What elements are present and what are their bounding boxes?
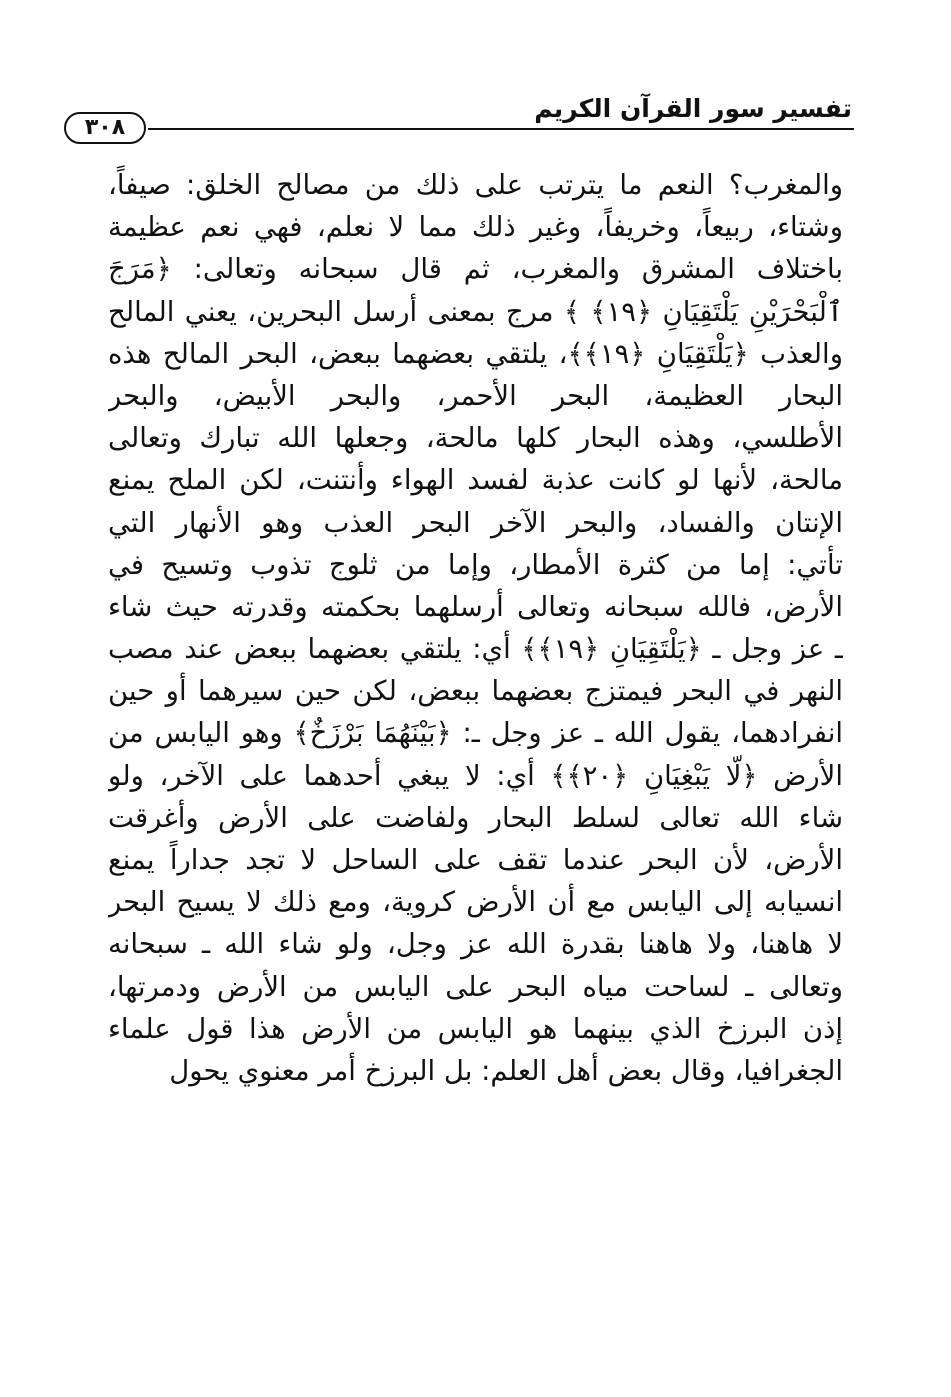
- text-line: ٱلْبَحْرَيْنِ يَلْتَقِيَانِ ﴿١٩﴾ ﴾ مرج بمعنى أرسل البحرين، يعني المالح: [108, 295, 843, 328]
- text-line: الأرض، فالله سبحانه وتعالى أرسلهما بحكمته وقدرته حيث شاء: [108, 590, 843, 623]
- page-number: ٣٠٨: [64, 112, 146, 144]
- book-title: تفسير سور القرآن الكريم: [534, 94, 852, 123]
- text-line: الإنتان والفساد، والبحر الآخر البحر العذب وهو الأنهار التي: [108, 506, 843, 539]
- text-line: والعذب ﴿يَلْتَقِيَانِ ﴿١٩﴾﴾، يلتقي بعضهما ببعض، البحر المالح هذه: [108, 337, 843, 370]
- text-line: إذن البرزخ الذي بينهما هو اليابس من الأرض هذا قول علماء: [108, 1012, 843, 1045]
- text-line: وشتاء، ربيعاً، وخريفاً، وغير ذلك مما لا نعلم، فهي نعم عظيمة: [108, 211, 843, 244]
- page-header: [64, 92, 854, 152]
- text-line: انفرادهما، يقول الله ـ عز وجل ـ: ﴿بَيْنَهُمَا بَرْزَخٌ﴾ وهو اليابس من: [108, 717, 843, 750]
- text-line: ـ عز وجل ـ ﴿يَلْتَقِيَانِ ﴿١٩﴾﴾ أي: يلتقي بعضهما ببعض عند مصب: [108, 633, 843, 666]
- text-line: باختلاف المشرق والمغرب، ثم قال سبحانه وتعالى: ﴿مَرَجَ: [108, 253, 843, 286]
- header-rule: [148, 128, 854, 130]
- text-line: مالحة، لأنها لو كانت عذبة لفسد الهواء وأنتنت، لكن الملح يمنع: [108, 464, 843, 497]
- text-line: الأرض ﴿لَّا يَبْغِيَانِ ﴿٢٠﴾﴾ أي: لا يبغي أحدهما على الآخر، ولو: [108, 759, 843, 792]
- body-text: [108, 164, 843, 1092]
- text-line: الأرض، لأن البحر عندما تقف على الساحل لا تجد جداراً يمنع: [108, 844, 843, 876]
- text-line: وتعالى ـ لساحت مياه البحر على اليابس من الأرض ودمرتها،: [108, 970, 843, 1003]
- text-line: تأتي: إما من كثرة الأمطار، وإما من ثلوج تذوب وتسيح في: [108, 548, 843, 581]
- text-line: شاء الله تعالى لسلط البحار ولفاضت على الأرض وأغرقت: [108, 801, 843, 834]
- text-line: انسيابه إلى اليابس مع أن الأرض كروية، ومع ذلك لا يسيح البحر: [108, 886, 843, 919]
- text-line: والمغرب؟ النعم ما يترتب على ذلك من مصالح الخلق: صيفاً،: [108, 169, 843, 201]
- text-line: الأطلسي، وهذه البحار كلها مالحة، وجعلها الله تبارك وتعالى: [108, 422, 843, 455]
- text-line: لا هاهنا، ولا هاهنا بقدرة الله عز وجل، ولو شاء الله ـ سبحانه: [108, 928, 843, 961]
- text-line: النهر في البحر فيمتزج بعضهما ببعض، لكن حين سيرهما أو حين: [108, 675, 843, 708]
- text-line: الجغرافيا، وقال بعض أهل العلم: بل البرزخ أمر معنوي يحول: [169, 1054, 843, 1087]
- text-line: البحار العظيمة، البحر الأحمر، والبحر الأبيض، والبحر: [108, 379, 843, 412]
